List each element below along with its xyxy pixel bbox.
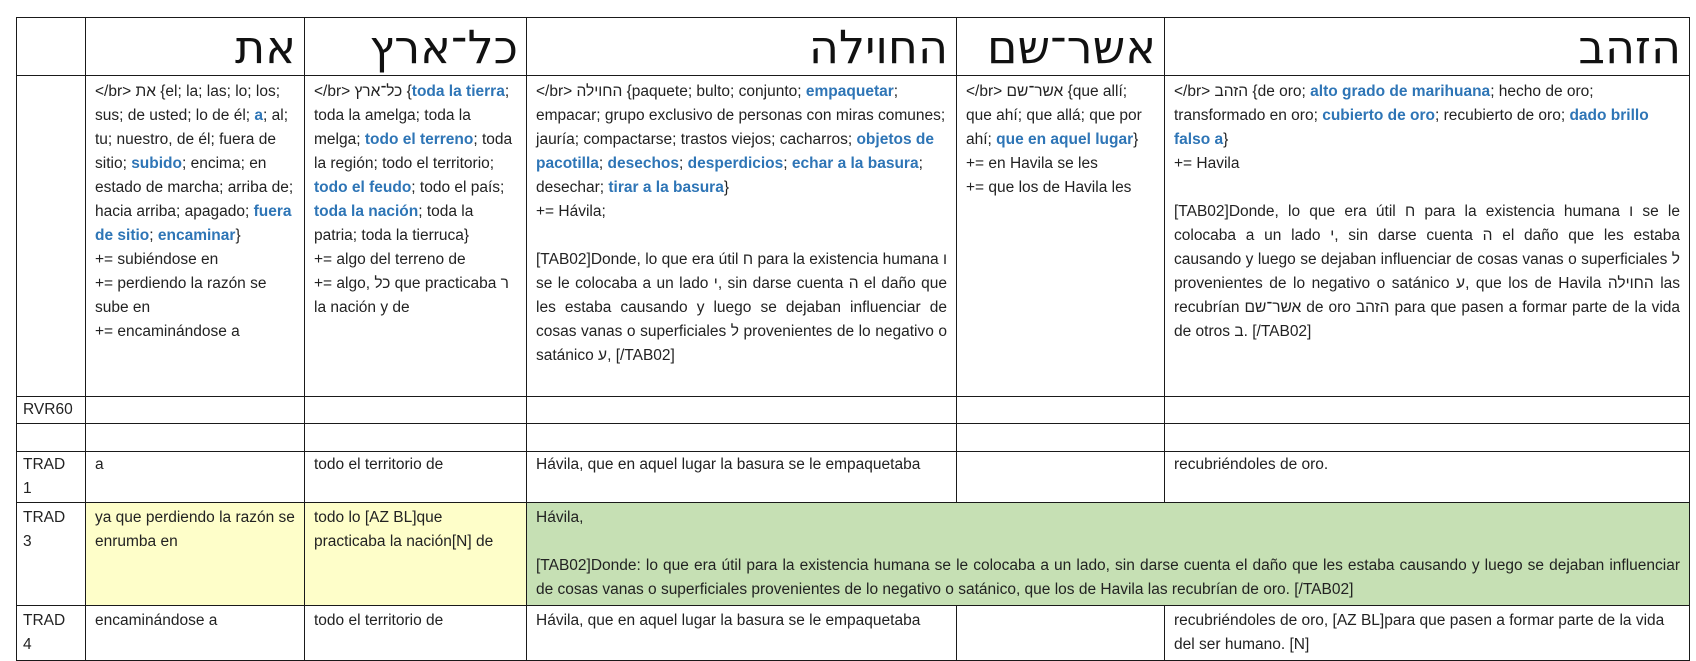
- trad-cell: [957, 606, 1165, 661]
- definition-cell: [527, 76, 957, 397]
- hebrew-word: הזהב: [1578, 19, 1681, 74]
- header-cell: [527, 18, 957, 76]
- translation-table: [16, 17, 1690, 661]
- row-label: RVR60: [17, 397, 86, 424]
- derived-line: += encaminándose a: [95, 323, 240, 340]
- trad-cell: todo el territorio de: [305, 452, 527, 503]
- definition-cell: [957, 76, 1165, 397]
- header-cell: [305, 18, 527, 76]
- derived-line: += que los de Havila les: [966, 179, 1132, 196]
- definition-text: </br> החוילה {paquete; bulto; conjunto; empaquetar; empacar; grupo exclusivo de personas con miras comunes; jauría; compactarse; trastos viejos; cacharros; objetos de pacotilla; desechos; desperdicios; echar a la basura; desechar; tirar a la basura}: [536, 83, 946, 196]
- definition-text: </br> אשר־שם {que allí; que ahí; que allá; que por ahí; que en aquel lugar}: [966, 83, 1142, 148]
- trad-cell: Hávila, que en aquel lugar la basura se le empaquetaba: [527, 452, 957, 503]
- header-cell: [86, 18, 305, 76]
- derived-line: += algo, כל que practicaba ר la nación y de: [314, 275, 509, 316]
- row-label: TRAD 1: [17, 452, 86, 503]
- hebrew-word: כל־ארץ: [369, 19, 518, 74]
- trad-cell: todo el territorio de: [305, 606, 527, 661]
- trad1-row: [17, 452, 1690, 503]
- derived-line: += Havila: [1174, 155, 1240, 172]
- rvr60-row: [17, 397, 1690, 424]
- trad4-row: [17, 606, 1690, 661]
- trad-cell: recubriéndoles de oro.: [1165, 452, 1690, 503]
- definition-text: </br> את {el; la; las; lo; los; sus; de usted; lo de él; a; al; tu; nuestro, de él; fuera de sitio; subido; encima; en estado de marcha; arriba de; hacia arriba; apagado; fuera de sitio; encaminar}: [95, 83, 294, 244]
- trad-cell-merged: Hávila, [TAB02]Donde: lo que era útil para la existencia humana se le colocaba a un lado, sin darse cuenta el daño que les estaba causando y luego se dejaban influenciar de cosas vanas o superficiales provenientes de lo negativo o satánico, que los de Havila las recubrían de oro. [/TAB02]: [527, 503, 1690, 606]
- derived-line: += Hávila;: [536, 203, 606, 220]
- tab-paragraph: [TAB02]Donde, lo que era útil ח para la existencia humana ו se le colocaba a un lado י, sin darse cuenta ה el daño que les estaba causando y luego se dejaban influenciar de cosas vanas o superficiales ל provenientes de lo negativo o satánico ע, [/TAB02]: [536, 251, 947, 364]
- definition-cell: [305, 76, 527, 397]
- trad-cell: encaminándose a: [86, 606, 305, 661]
- header-cell: [1165, 18, 1690, 76]
- trad-cell: todo lo [AZ BL]que practicaba la nación[N] de: [305, 503, 527, 606]
- tab-paragraph: [TAB02]Donde, lo que era útil ח para la existencia humana ו se le colocaba a un lado י, sin darse cuenta ה el daño que les estaba causando y luego se dejaban influenciar de cosas vanas o superficiales ל provenientes de lo negativo o satánico ע, que los de Havila החוילה las recubrían אשר־שם de oro הזהב para que pasen a formar parte de la vida de otros ב. [/TAB02]: [1174, 203, 1681, 340]
- hebrew-word: את: [235, 19, 296, 74]
- definition-cell: [86, 76, 305, 397]
- definition-cell: [1165, 76, 1690, 397]
- derived-line: += subiéndose en: [95, 251, 219, 268]
- empty-label-cell: [17, 76, 86, 397]
- trad-cell: [957, 452, 1165, 503]
- hebrew-word: החוילה: [808, 19, 948, 74]
- trad3-row: [17, 503, 1690, 606]
- blank-row: [17, 424, 1690, 452]
- definitions-row: [17, 76, 1690, 397]
- derived-line: += perdiendo la razón se sube en: [95, 275, 267, 316]
- row-label: TRAD 4: [17, 606, 86, 661]
- trad-cell: recubriéndoles de oro, [AZ BL]para que pasen a formar parte de la vida del ser humano. [N]: [1165, 606, 1690, 661]
- definition-text: </br> הזהב {de oro; alto grado de marihuana; hecho de oro; transformado en oro; cubierto de oro; recubierto de oro; dado brillo falso a}: [1174, 83, 1649, 148]
- trad-cell: Hávila, que en aquel lugar la basura se le empaquetaba: [527, 606, 957, 661]
- derived-line: += algo del terreno de: [314, 251, 466, 268]
- derived-line: += en Havila se les: [966, 155, 1098, 172]
- tab-paragraph: [TAB02]Donde: lo que era útil para la existencia humana se le colocaba a un lado, sin darse cuenta el daño que les estaba causando y luego se dejaban influenciar de cosas vanas o superficiales provenientes de lo negativo o satánico, que los de Havila las recubrían de oro. [/TAB02]: [536, 557, 1680, 598]
- header-row: [17, 18, 1690, 76]
- row-label: TRAD 3: [17, 503, 86, 606]
- trad-cell: a: [86, 452, 305, 503]
- trad-cell: ya que perdiendo la razón se enrumba en: [86, 503, 305, 606]
- corner-cell: [17, 18, 86, 76]
- hebrew-word: אשר־שם: [986, 19, 1156, 74]
- definition-text: </br> כל־ארץ {toda la tierra; toda la amelga; toda la melga; todo el terreno; toda la región; todo el territorio; todo el feudo; todo el país; toda la nación; toda la patria; toda la tierruca}: [314, 83, 513, 244]
- header-cell: [957, 18, 1165, 76]
